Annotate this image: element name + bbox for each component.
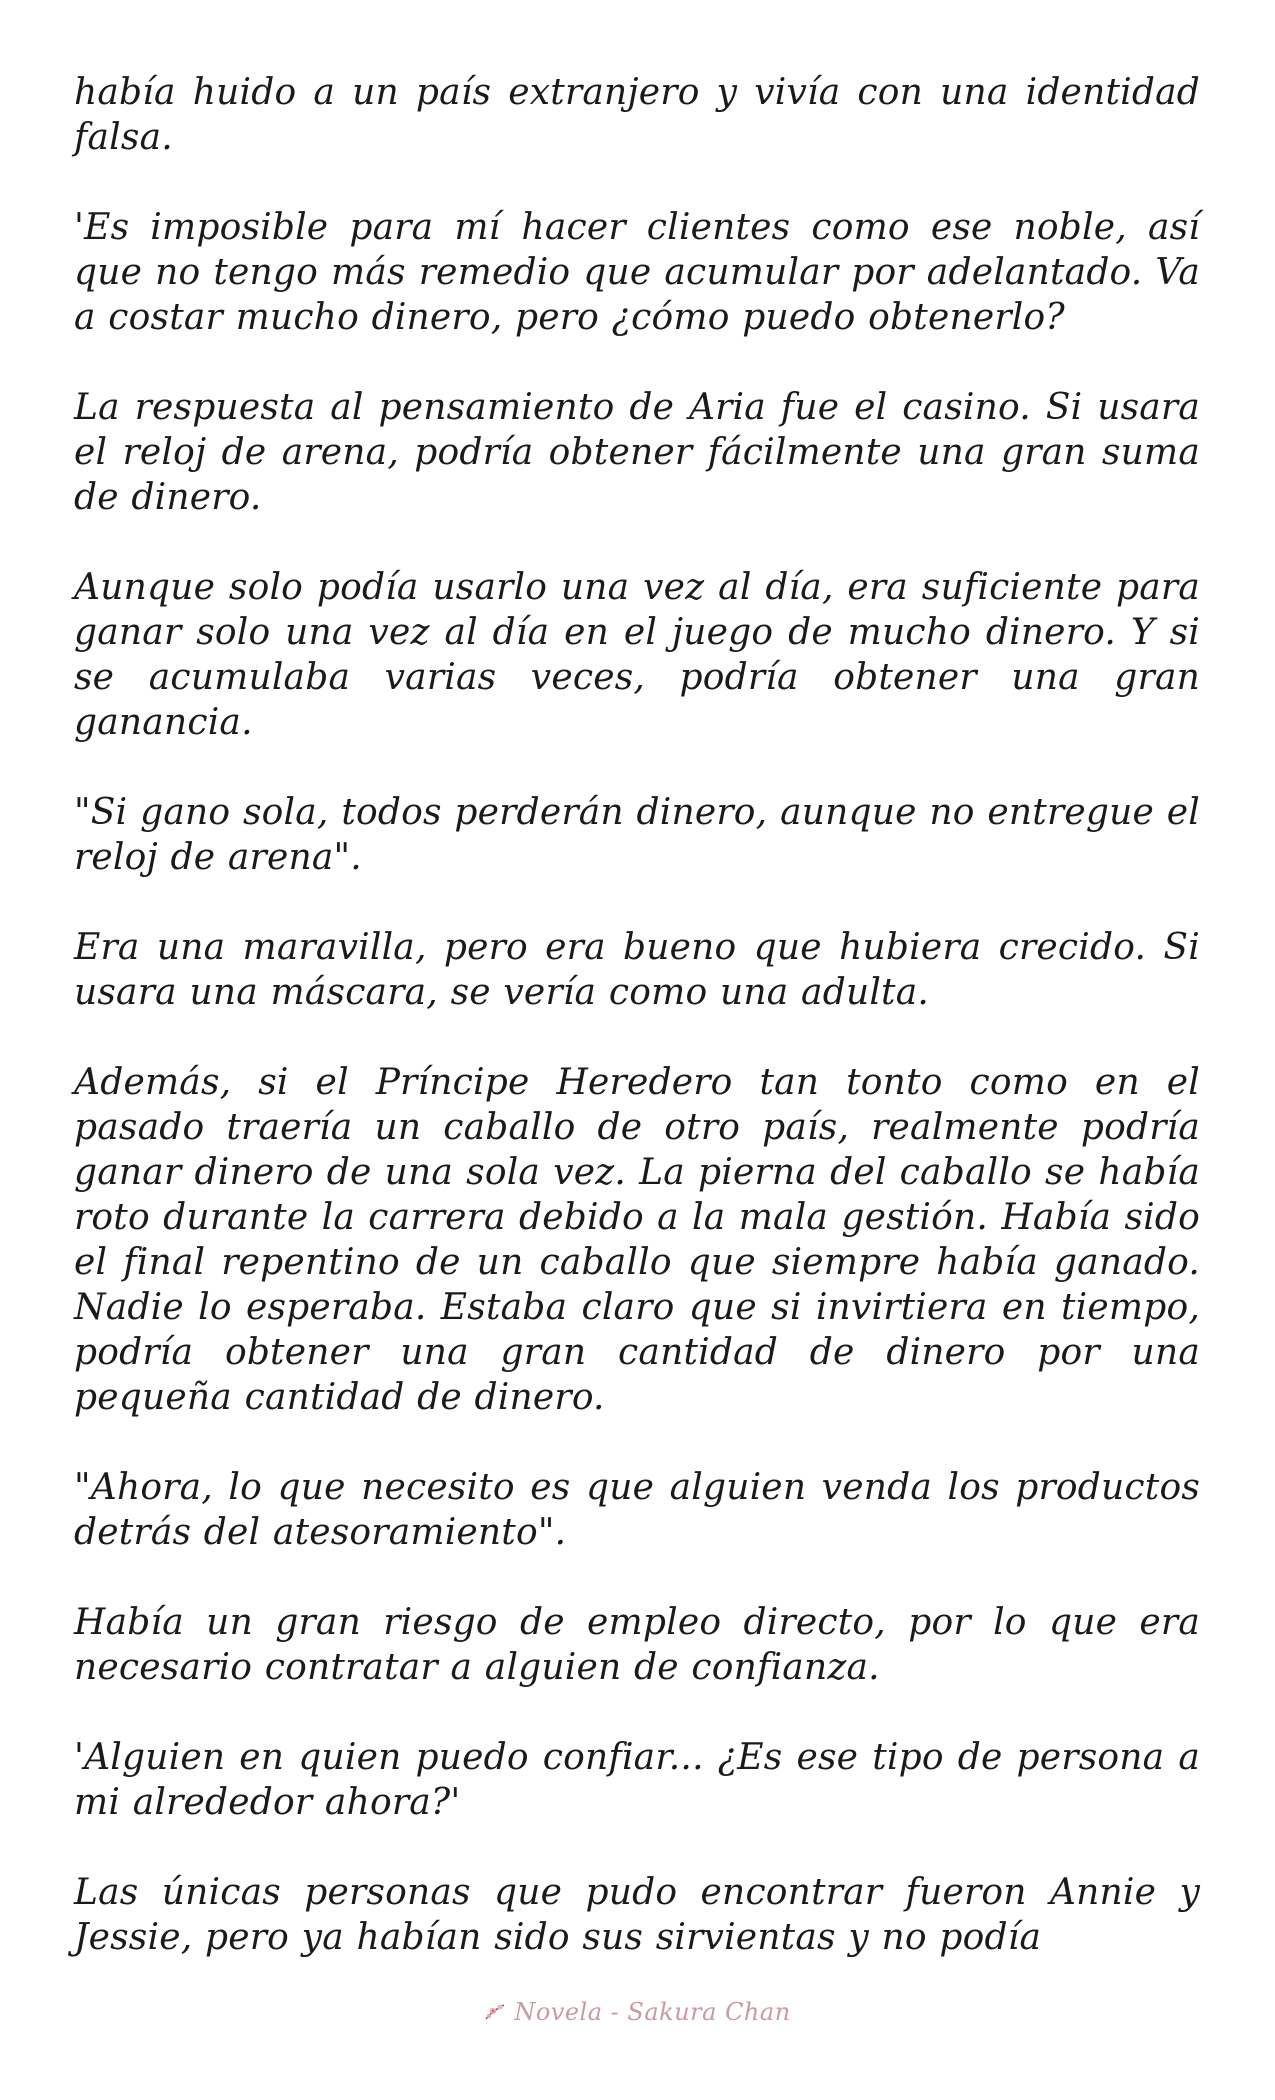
paragraph: Había un gran riesgo de empleo directo, por lo que era necesario contratar a alguien de confianza. [74, 1602, 1200, 1688]
watermark-text: Novela - Sakura Chan [514, 1998, 791, 2026]
paragraph: La respuesta al pensamiento de Aria fue el casino. Si usara el reloj de arena, podría obtener fácilmente una gran suma de dinero. [74, 387, 1200, 518]
paragraph: Las únicas personas que pudo encontrar fueron Annie y Jessie, pero ya habían sido sus sirvientas y no podía [74, 1872, 1200, 1958]
paragraph: "Si gano sola, todos perderán dinero, aunque no entregue el reloj de arena". [74, 792, 1200, 878]
paragraph: Aunque solo podía usarlo una vez al día, era suficiente para ganar solo una vez al día en el juego de mucho dinero. Y si se acumulaba varias veces, podría obtener una gran ganancia. [74, 567, 1200, 743]
paragraph: 'Es imposible para mí hacer clientes como ese noble, así que no tengo más remedio que acumular por adelantado. Va a costar mucho dinero, pero ¿cómo puedo obtenerlo? [74, 207, 1200, 338]
paragraph: Era una maravilla, pero era bueno que hubiera crecido. Si usara una máscara, se vería como una adulta. [74, 927, 1200, 1013]
watermark [0, 1998, 1275, 2026]
cherry-blossom-icon [484, 2001, 508, 2023]
document-body [74, 70, 1200, 2005]
paragraph: Además, si el Príncipe Heredero tan tonto como en el pasado traería un caballo de otro país, realmente podría ganar dinero de una sola vez. La pierna del caballo se había roto durante la carrera debido a la mala gestión. Había sido el final repentino de un caballo que siempre había ganado. Nadie lo esperaba. Estaba claro que si invirtiera en tiempo, podría obtener una gran cantidad de dinero por una pequeña cantidad de dinero. [74, 1062, 1200, 1418]
paragraph: "Ahora, lo que necesito es que alguien venda los productos detrás del atesoramiento". [74, 1467, 1200, 1553]
paragraph: había huido a un país extranjero y vivía con una identidad falsa. [74, 72, 1200, 158]
paragraph: 'Alguien en quien puedo confiar... ¿Es ese tipo de persona a mi alrededor ahora?' [74, 1737, 1200, 1823]
